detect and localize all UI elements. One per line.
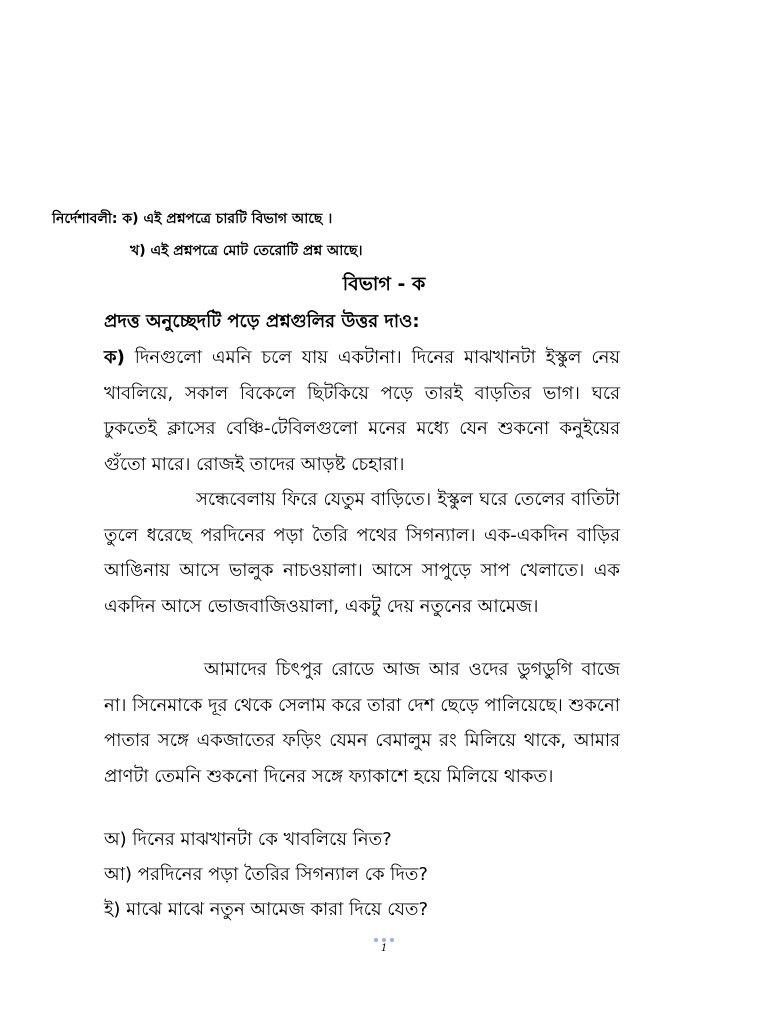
question-list <box>104 822 428 927</box>
passage-block-1 <box>104 340 620 482</box>
question-1: অ) দিনের মাঝখানটা কে খাবলিয়ে নিত? <box>104 829 392 850</box>
footer-dot <box>374 938 378 942</box>
question-2: আ) পরদিনের পড়া তৈরির সিগন্যাল কে দিত? <box>104 864 428 885</box>
passage-paragraph-2: সন্ধেবেলায় ফিরে যেতুম বাড়িতে। ইস্কুল ঘরে তেলের বাতিটা তুলে ধরেছে পরদিনের পড়া তৈরি পথের সিগন্যাল। এক-একদিন বাড়ির আঙিনায় আসে ভালুক নাচওয়ালা। আসে সাপুড়ে সাপ খেলাতে। এক একদিন আসে ভোজবাজিওয়ালা, একটু দেয় নতুনের আমেজ। <box>104 489 620 617</box>
passage-paragraph-1 <box>104 340 620 482</box>
footer-dot <box>382 938 386 942</box>
passage-label: ক) <box>104 347 125 368</box>
section-title: বিভাগ - ক <box>342 273 426 295</box>
instructions-line-1: নির্দেশাবলী: ক) এই প্রশ্নপত্রে চারটি বিভাগ আছে । <box>52 211 333 227</box>
page-footer <box>354 938 414 955</box>
footer-dots-icon <box>354 938 414 942</box>
passage-paragraph-1-text: দিনগুলো এমনি চলে যায় একটানা। দিনের মাঝখানটা ইস্কুল নেয় খাবলিয়ে, সকাল বিকেলে ছিটকিয়ে পড়ে তারই বাড়তির ভাগ। ঘরে ঢুকতেই ক্লাসের বেঞ্চি-টেবিলগুলো মনের মধ্যে যেন শুকনো কনুইয়ের গুঁতো মারে। রোজই তাদের আড়ষ্ট চেহারা। <box>104 347 620 475</box>
instructions-line-2: খ) এই প্রশ্নপত্রে মোট তেরোটি প্রশ্ন আছে। <box>130 243 363 259</box>
passage-block-2 <box>104 482 620 624</box>
passage-paragraph-3: আমাদের চিৎপুর রোডে আজ আর ওদের ডুগডুগি বাজে না। সিনেমাকে দূর থেকে সেলাম করে তারা দেশ ছেড়ে পালিয়েছে। শুকনো পাতার সঙ্গে একজাতের ফড়িং যেমন বেমালুম রং মিলিয়ে থাকে, আমার প্রাণটা তেমনি শুকনো দিনের সঙ্গে ফ্যাকাশে হয়ে মিলিয়ে থাকত। <box>104 659 620 787</box>
page-number: 1 <box>380 943 388 954</box>
question-3: ই) মাঝে মাঝে নতুন আমেজ কারা দিয়ে যেত? <box>104 899 429 920</box>
directive-heading: প্রদত্ত অনুচ্ছেদটি পড়ে প্রশ্নগুলির উত্তর দাও: <box>104 311 420 332</box>
footer-dot <box>390 938 394 942</box>
passage-block-3 <box>104 652 620 794</box>
